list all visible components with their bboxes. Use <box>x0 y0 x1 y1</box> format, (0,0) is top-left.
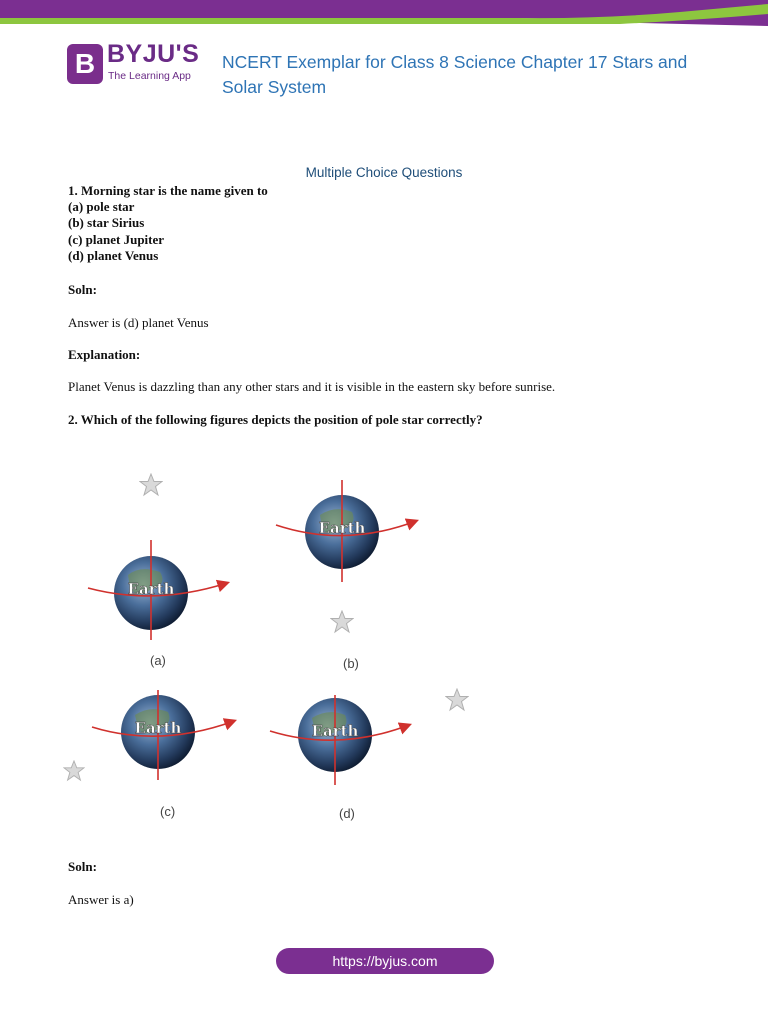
figure-d <box>270 689 468 785</box>
q1-answer: Answer is (d) planet Venus <box>68 315 209 330</box>
earth-label-c: Earth <box>134 719 182 737</box>
earth-label-b: Earth <box>318 519 366 537</box>
pole-star-icon-b <box>331 611 353 632</box>
q1-explanation: Planet Venus is dazzling than any other stars and it is visible in the eastern sky before sunrise. <box>68 379 556 394</box>
q2-answer: Answer is a) <box>68 892 134 907</box>
footer-url-link[interactable]: https://byjus.com <box>276 948 494 974</box>
q1-option-c: (c) planet Jupiter <box>68 232 165 247</box>
q1-option-a: (a) pole star <box>68 199 135 214</box>
q2-question: 2. Which of the following figures depicts the position of pole star correctly? <box>68 412 483 427</box>
figure-label-c: (c) <box>160 804 176 819</box>
page-title-line1: NCERT Exemplar for Class 8 Science Chapter 17 Stars and <box>222 52 688 72</box>
logo-mark-letter: B <box>74 48 96 79</box>
logo-tagline: The Learning App <box>108 70 191 82</box>
q1-soln-label: Soln: <box>68 282 97 297</box>
pole-star-icon-d <box>446 689 468 710</box>
figure-label-d: (d) <box>339 806 355 821</box>
q1-question: 1. Morning star is the name given to <box>68 183 268 198</box>
pole-star-icon-a <box>140 474 162 495</box>
pole-star-icon-c <box>64 761 84 780</box>
section-title: Multiple Choice Questions <box>305 165 463 180</box>
earth-label-a: Earth <box>127 580 175 598</box>
figure-a <box>88 474 227 640</box>
q1-option-d: (d) planet Venus <box>68 248 159 263</box>
earth-label-d: Earth <box>311 722 359 740</box>
q2-soln-label: Soln: <box>68 859 97 874</box>
figure-label-b: (b) <box>343 656 359 671</box>
logo-name: BYJU'S <box>107 40 200 68</box>
q1-explanation-label: Explanation: <box>68 347 141 362</box>
figure-c <box>64 690 234 780</box>
q1-option-b: (b) star Sirius <box>68 215 145 230</box>
page-title-line2: Solar System <box>222 77 327 97</box>
figure-label-a: (a) <box>150 653 166 668</box>
figure-b <box>276 480 416 632</box>
